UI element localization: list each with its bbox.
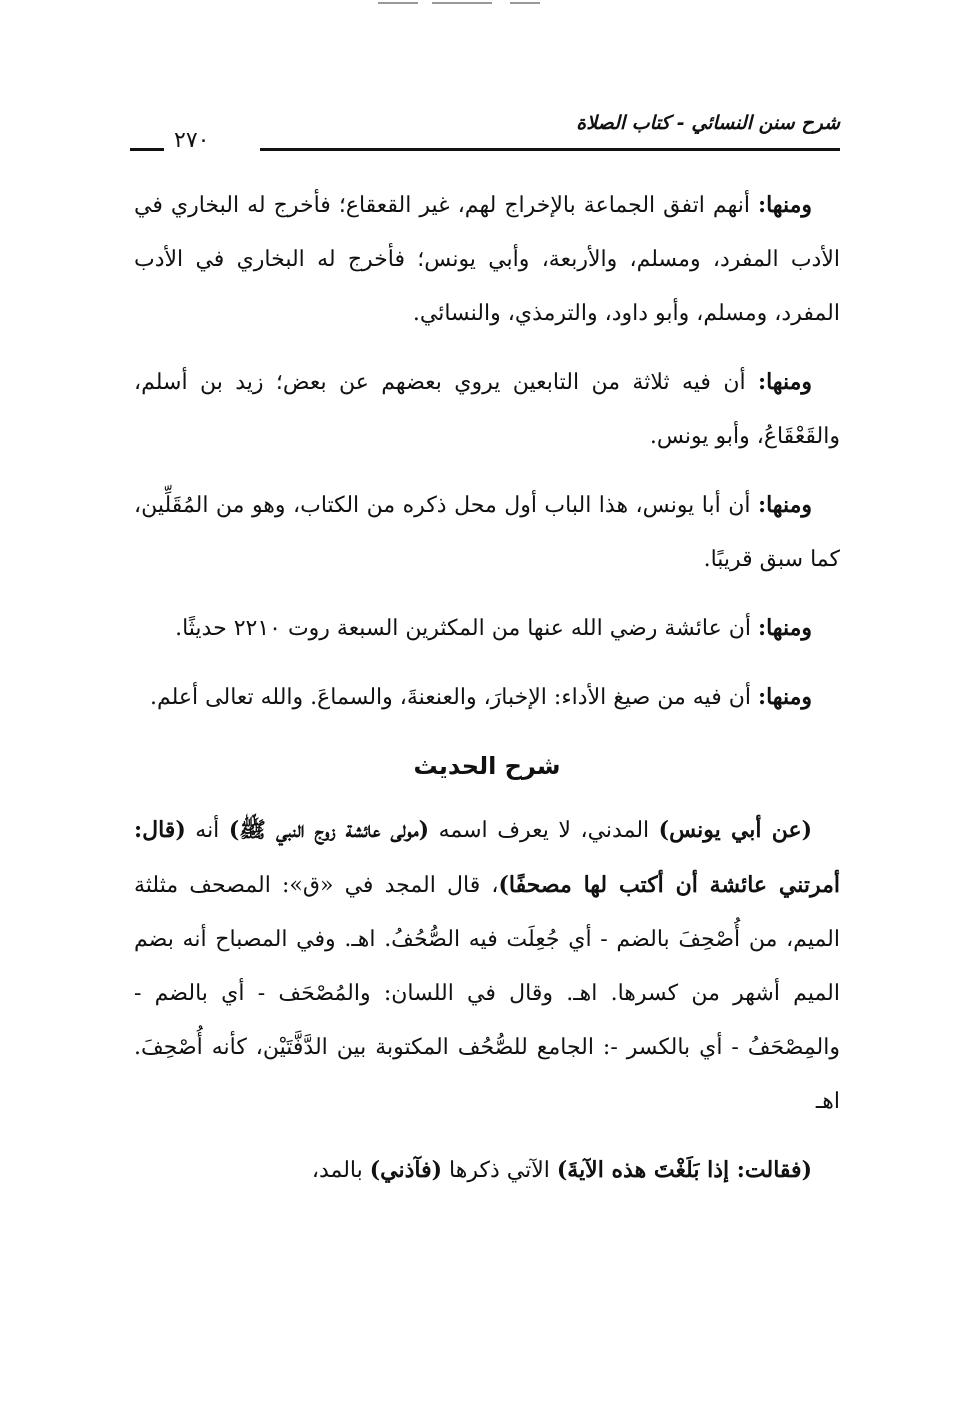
- running-title: شرح سنن النسائي - كتاب الصلاة: [576, 112, 840, 134]
- paragraph-lead: ومنها:: [757, 192, 812, 218]
- paragraph-text: أن فيه ثلاثة من التابعين يروي بعضهم عن بعض؛ زيد بن أسلم، والقَعْقَاعُ، وأبو يونس.: [134, 370, 840, 449]
- paragraph: [134, 601, 840, 656]
- paragraph-lead: ومنها:: [757, 492, 812, 518]
- quoted-hadith-text: (عن أبي يونس): [658, 817, 812, 843]
- paragraph-lead: ومنها:: [757, 369, 812, 395]
- paragraph: [134, 670, 840, 725]
- scan-top-marks: [360, 0, 600, 6]
- page-header: [130, 112, 840, 158]
- paragraph-text: أن عائشة رضي الله عنها من المكثرين السبعة روت ٢٢١٠ حديثًا.: [175, 616, 758, 641]
- paragraph: [134, 355, 840, 464]
- paragraph-text: أنهم اتفق الجماعة بالإخراج لهم، غير القعقاع؛ فأخرج له البخاري في الأدب المفرد، ومسلم، والأربعة، وأبي يونس؛ فأخرج له البخاري في الأدب المفرد، ومسلم، وأبو داود، والترمذي، والنسائي.: [134, 193, 840, 326]
- page-body: [134, 178, 840, 1212]
- paragraph-text: أن أبا يونس، هذا الباب أول محل ذكره من الكتاب، وهو من المُقَلِّين، كما سبق قريبًا.: [134, 493, 840, 572]
- header-rule: [260, 148, 840, 151]
- paragraph-lead: ومنها:: [757, 684, 812, 710]
- page-number: ٢٧٠: [174, 128, 210, 153]
- paragraph: [134, 478, 840, 587]
- section-heading: شرح الحديث: [413, 752, 561, 780]
- commentary-text: الآتي ذكرها: [442, 1158, 557, 1183]
- paragraph: [134, 178, 840, 341]
- paragraph-text: أن فيه من صيغ الأداء: الإخبارَ، والعنعنةَ، والسماعَ. والله تعالى أعلم.: [150, 685, 758, 710]
- header-rule-short: [130, 148, 164, 151]
- commentary-text: المدني، لا يعرف اسمه: [429, 818, 659, 843]
- quoted-hadith-text: (فآذني): [369, 1157, 443, 1183]
- commentary-paragraph: [134, 803, 840, 1129]
- commentary-text: بالمد،: [311, 1158, 370, 1183]
- commentary-text: ، قال المجد في «ق»: المصحف مثلثة الميم، من أُصْحِفَ بالضم - أي جُعِلَت فيه الصُّحُفُ. اهـ. وفي المصباح أنه بضم الميم أشهر من كسرها. اهـ. وقال في اللسان: والمُصْحَف - أي بالضم - والمِصْحَفُ - أي بالكسر -: الجامع للصُّحُف المكتوبة بين الدَّفَّتَيْن، كأنه أُصْحِفَ. اهـ: [134, 873, 840, 1114]
- quoted-hadith-text: (فقالت: إذا بَلَغْتَ هذه الآيةَ): [556, 1157, 812, 1183]
- quoted-hadith-text: (قال: أمرتني عائشة أن أكتب لها مصحفًا): [134, 817, 840, 898]
- commentary-text: أنه: [185, 818, 229, 843]
- commentary-paragraph: [134, 1143, 840, 1198]
- paragraph-lead: ومنها:: [757, 615, 812, 641]
- quoted-hadith-text: (مولى عائشة زوج النبي ﷺ): [228, 817, 430, 843]
